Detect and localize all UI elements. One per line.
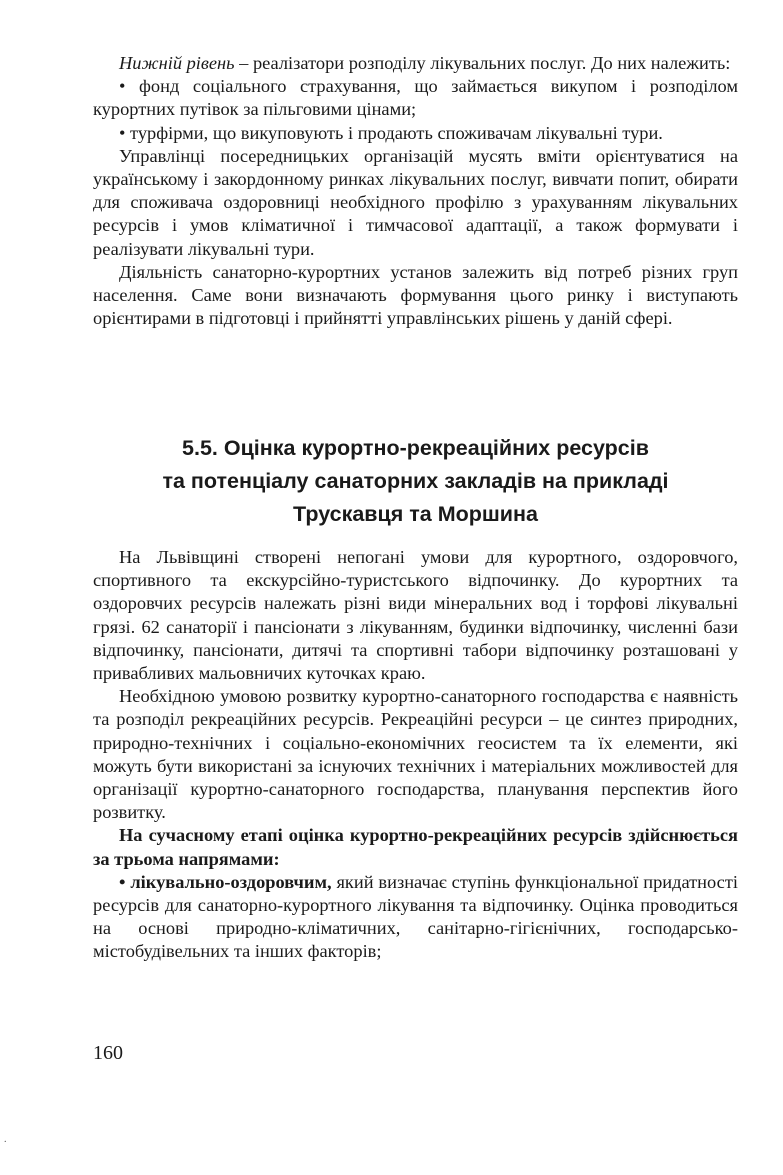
bullet-item: • фонд соціального страхування, що займається викупом і розподілом курортних путівок за пільговими цінами; [93, 76, 738, 120]
paragraph: На Львівщині створені непогані умови для курортного, оздоровчого, спортивного та екскурсійно-туристського відпочинку. До курортних та оздоровчих ресурсів належать різні види мінеральних вод і торфові лікувальні грязі. 62 санаторії і пансіонати з лікуванням, будинки відпочинку, численні бази відпочинку, пансіонати, дитячі та спортивні табори відпочинку розташовані у привабливих мальовничих куточках краю. [93, 547, 738, 684]
section-heading-line: 5.5. Оцінка курортно-рекреаційних ресурсів [182, 436, 649, 460]
paragraph-text: – реалізатори розподілу лікувальних послуг. До них належить: [234, 53, 731, 73]
bullet-item: • турфірми, що викуповують і продають споживачам лікувальні тури. [119, 122, 663, 143]
margin-mark: . [4, 1134, 7, 1145]
paragraph-bold [93, 824, 738, 870]
paragraph-lower-level [93, 52, 738, 75]
top-text-block [93, 52, 738, 330]
bold-statement: На сучасному етапі оцінка курортно-рекреаційних ресурсів здійснюється за трьома напрямами: [93, 825, 738, 869]
paragraph: Діяльність санаторно-курортних установ залежить від потреб різних груп населення. Саме вони визначають формування цього ринку і виступають орієнтирами в підготовці і прийнятті управлінських рішень у даній сфері. [93, 261, 738, 329]
term-lower-level: Нижній рівень [119, 53, 235, 73]
paragraph: Управлінці посередницьких організацій мусять вміти орієнтуватися на українському і закордонному ринках лікувальних послуг, вивчати попит, обирати для споживача оздоровниці необхідного профілю з урахуванням лікувальних ресурсів і умов кліматичної і тимчасової адаптації, а також формувати і реалізувати лікувальні тури. [93, 145, 738, 259]
section-heading-line: Трускавця та Моршина [293, 502, 538, 526]
paragraph: Необхідною умовою розвитку курортно-санаторного господарства є наявність та розподіл рекреаційних ресурсів. Рекреаційні ресурси – це синтез природних, природно-технічних і соціально-економічних геосистем та їх елементи, які можуть бути використані за існуючих технічних і матеріальних можливостей для організації курортно-санаторного господарства, планування перспектив його розвитку. [93, 686, 738, 823]
bottom-text-block [93, 546, 738, 964]
bullet-item [93, 871, 738, 964]
page-number: 160 [93, 1042, 123, 1064]
bullet-term: • лікувально-оздоровчим, [119, 871, 332, 892]
section-heading-line: та потенціалу санаторних закладів на прикладі [162, 469, 669, 493]
bullet-text: який визначає ступінь функціональної придатності ресурсів для санаторно-курортного лікування та відпочинку. Оцінка проводиться на основі природно-кліматичних, санітарно-гігієнічних, господарсько-містобудівельних та інших факторів; [93, 871, 738, 962]
section-heading [93, 432, 738, 531]
